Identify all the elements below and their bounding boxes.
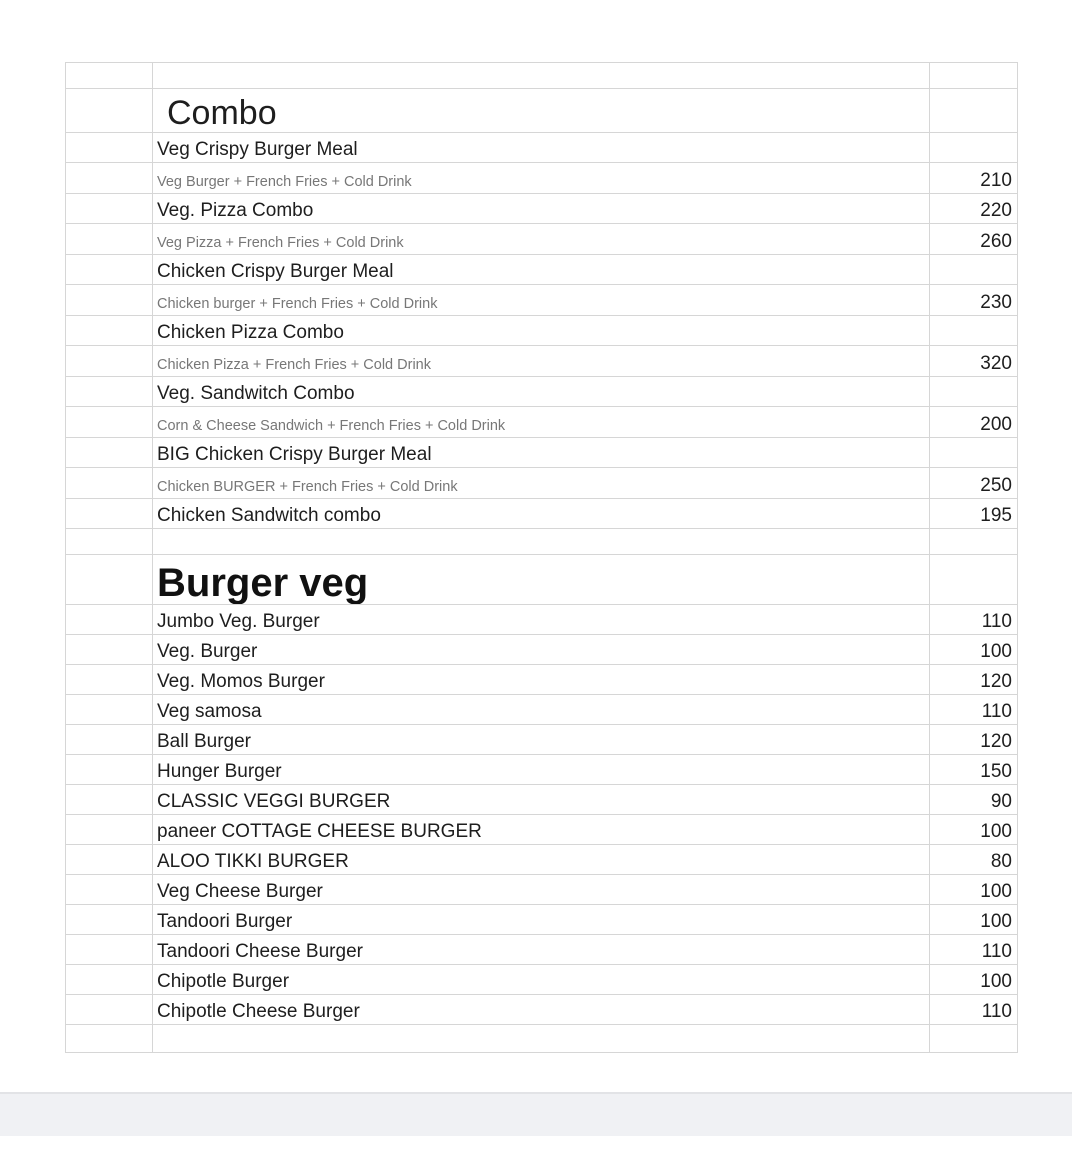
- burger-item-row: [66, 995, 1018, 1025]
- cell-empty: [66, 224, 153, 255]
- header-row: [66, 63, 1018, 89]
- burger-item-price: 120: [930, 665, 1018, 695]
- burger-item-price: 150: [930, 755, 1018, 785]
- burger-item-price: 90: [930, 785, 1018, 815]
- combo-item-description: Veg Pizza + French Fries + Cold Drink: [153, 224, 930, 255]
- burger-item-price: 110: [930, 935, 1018, 965]
- combo-item-price: [930, 316, 1018, 346]
- cell-empty: [66, 499, 153, 529]
- combo-description-row: [66, 468, 1018, 499]
- cell-empty: [66, 163, 153, 194]
- burger-item-price: 100: [930, 815, 1018, 845]
- cell-empty: [66, 605, 153, 635]
- cell-empty: [66, 695, 153, 725]
- cell-empty: [66, 1025, 153, 1053]
- menu-sheet-body: [66, 63, 1018, 1053]
- burger-item-name: Tandoori Cheese Burger: [153, 935, 930, 965]
- combo-item-name: Chicken Sandwitch combo: [153, 499, 930, 529]
- combo-item-row: [66, 499, 1018, 529]
- combo-section-title: Combo: [153, 89, 930, 133]
- combo-item-price: [930, 255, 1018, 285]
- cell-empty: [930, 63, 1018, 89]
- cell-empty: [66, 995, 153, 1025]
- combo-item-price: 210: [930, 163, 1018, 194]
- viewer-bottom-bar: [0, 1092, 1072, 1136]
- burger-item-row: [66, 725, 1018, 755]
- cell-empty: [66, 965, 153, 995]
- cell-empty: [66, 815, 153, 845]
- combo-item-price: [930, 133, 1018, 163]
- cell-empty: [66, 133, 153, 163]
- burger-item-row: [66, 695, 1018, 725]
- combo-item-price: 220: [930, 194, 1018, 224]
- combo-item-row: [66, 194, 1018, 224]
- cell-empty: [930, 1025, 1018, 1053]
- cell-empty: [66, 346, 153, 377]
- burger-item-price: 100: [930, 905, 1018, 935]
- cell-empty: [153, 1025, 930, 1053]
- cell-empty: [66, 255, 153, 285]
- burger-item-row: [66, 845, 1018, 875]
- cell-empty: [930, 555, 1018, 605]
- burger-item-row: [66, 755, 1018, 785]
- burger-item-name: Veg. Burger: [153, 635, 930, 665]
- combo-description-row: [66, 163, 1018, 194]
- combo-item-name: BIG Chicken Crispy Burger Meal: [153, 438, 930, 468]
- combo-item-row: [66, 377, 1018, 407]
- cell-empty: [66, 785, 153, 815]
- combo-item-description: Chicken Pizza + French Fries + Cold Drink: [153, 346, 930, 377]
- cell-empty: [66, 438, 153, 468]
- cell-empty: [66, 755, 153, 785]
- combo-item-row: [66, 255, 1018, 285]
- combo-description-row: [66, 224, 1018, 255]
- burger-item-price: 110: [930, 995, 1018, 1025]
- cell-empty: [66, 935, 153, 965]
- burger-item-name: paneer COTTAGE CHEESE BURGER: [153, 815, 930, 845]
- cell-empty: [66, 529, 153, 555]
- burger-item-price: 100: [930, 965, 1018, 995]
- burger-veg-section-title: Burger veg: [153, 555, 930, 605]
- spacer-row: [66, 529, 1018, 555]
- cell-empty: [66, 316, 153, 346]
- cell-empty: [66, 725, 153, 755]
- burger-item-name: Veg samosa: [153, 695, 930, 725]
- combo-item-price: 250: [930, 468, 1018, 499]
- cell-empty: [66, 905, 153, 935]
- combo-item-description: Veg Burger + French Fries + Cold Drink: [153, 163, 930, 194]
- burger-item-price: 120: [930, 725, 1018, 755]
- cell-empty: [66, 89, 153, 133]
- combo-description-row: [66, 407, 1018, 438]
- cell-empty: [66, 407, 153, 438]
- cell-empty: [66, 377, 153, 407]
- combo-title-row: [66, 89, 1018, 133]
- combo-item-price: 200: [930, 407, 1018, 438]
- cell-empty: [930, 529, 1018, 555]
- combo-item-price: [930, 438, 1018, 468]
- cell-empty: [66, 555, 153, 605]
- burger-veg-title-row: [66, 555, 1018, 605]
- combo-item-description: Chicken burger + French Fries + Cold Drink: [153, 285, 930, 316]
- combo-item-price: 230: [930, 285, 1018, 316]
- burger-item-row: [66, 815, 1018, 845]
- burger-item-row: [66, 905, 1018, 935]
- burger-item-row: [66, 605, 1018, 635]
- combo-item-row: [66, 316, 1018, 346]
- cell-empty: [66, 665, 153, 695]
- burger-item-price: 100: [930, 635, 1018, 665]
- burger-item-name: Tandoori Burger: [153, 905, 930, 935]
- combo-item-description: Corn & Cheese Sandwich + French Fries + Cold Drink: [153, 407, 930, 438]
- combo-item-name: Veg. Pizza Combo: [153, 194, 930, 224]
- burger-item-price: 80: [930, 845, 1018, 875]
- burger-item-price: 110: [930, 695, 1018, 725]
- burger-item-row: [66, 785, 1018, 815]
- burger-item-price: 110: [930, 605, 1018, 635]
- combo-item-row: [66, 438, 1018, 468]
- burger-item-name: ALOO TIKKI BURGER: [153, 845, 930, 875]
- footer-row: [66, 1025, 1018, 1053]
- combo-item-price: 195: [930, 499, 1018, 529]
- cell-empty: [66, 63, 153, 89]
- combo-item-price: [930, 377, 1018, 407]
- burger-item-price: 100: [930, 875, 1018, 905]
- combo-description-row: [66, 346, 1018, 377]
- burger-item-name: Chipotle Burger: [153, 965, 930, 995]
- burger-item-row: [66, 875, 1018, 905]
- burger-item-row: [66, 965, 1018, 995]
- cell-empty: [153, 529, 930, 555]
- cell-empty: [66, 285, 153, 316]
- burger-item-row: [66, 635, 1018, 665]
- combo-item-row: [66, 133, 1018, 163]
- combo-item-name: Veg. Sandwitch Combo: [153, 377, 930, 407]
- viewer-bottom-area: [0, 1136, 1072, 1164]
- combo-item-price: 320: [930, 346, 1018, 377]
- cell-empty: [66, 845, 153, 875]
- burger-item-name: CLASSIC VEGGI BURGER: [153, 785, 930, 815]
- cell-empty: [66, 635, 153, 665]
- combo-item-name: Chicken Crispy Burger Meal: [153, 255, 930, 285]
- combo-item-description: Chicken BURGER + French Fries + Cold Drink: [153, 468, 930, 499]
- burger-item-name: Hunger Burger: [153, 755, 930, 785]
- burger-item-name: Veg Cheese Burger: [153, 875, 930, 905]
- burger-item-row: [66, 665, 1018, 695]
- cell-empty: [66, 875, 153, 905]
- combo-description-row: [66, 285, 1018, 316]
- cell-empty: [153, 63, 930, 89]
- cell-empty: [930, 89, 1018, 133]
- menu-sheet: [65, 62, 1018, 1053]
- burger-item-row: [66, 935, 1018, 965]
- combo-item-name: Veg Crispy Burger Meal: [153, 133, 930, 163]
- burger-item-name: Jumbo Veg. Burger: [153, 605, 930, 635]
- combo-item-price: 260: [930, 224, 1018, 255]
- burger-item-name: Ball Burger: [153, 725, 930, 755]
- cell-empty: [66, 468, 153, 499]
- burger-item-name: Chipotle Cheese Burger: [153, 995, 930, 1025]
- cell-empty: [66, 194, 153, 224]
- combo-item-name: Chicken Pizza Combo: [153, 316, 930, 346]
- burger-item-name: Veg. Momos Burger: [153, 665, 930, 695]
